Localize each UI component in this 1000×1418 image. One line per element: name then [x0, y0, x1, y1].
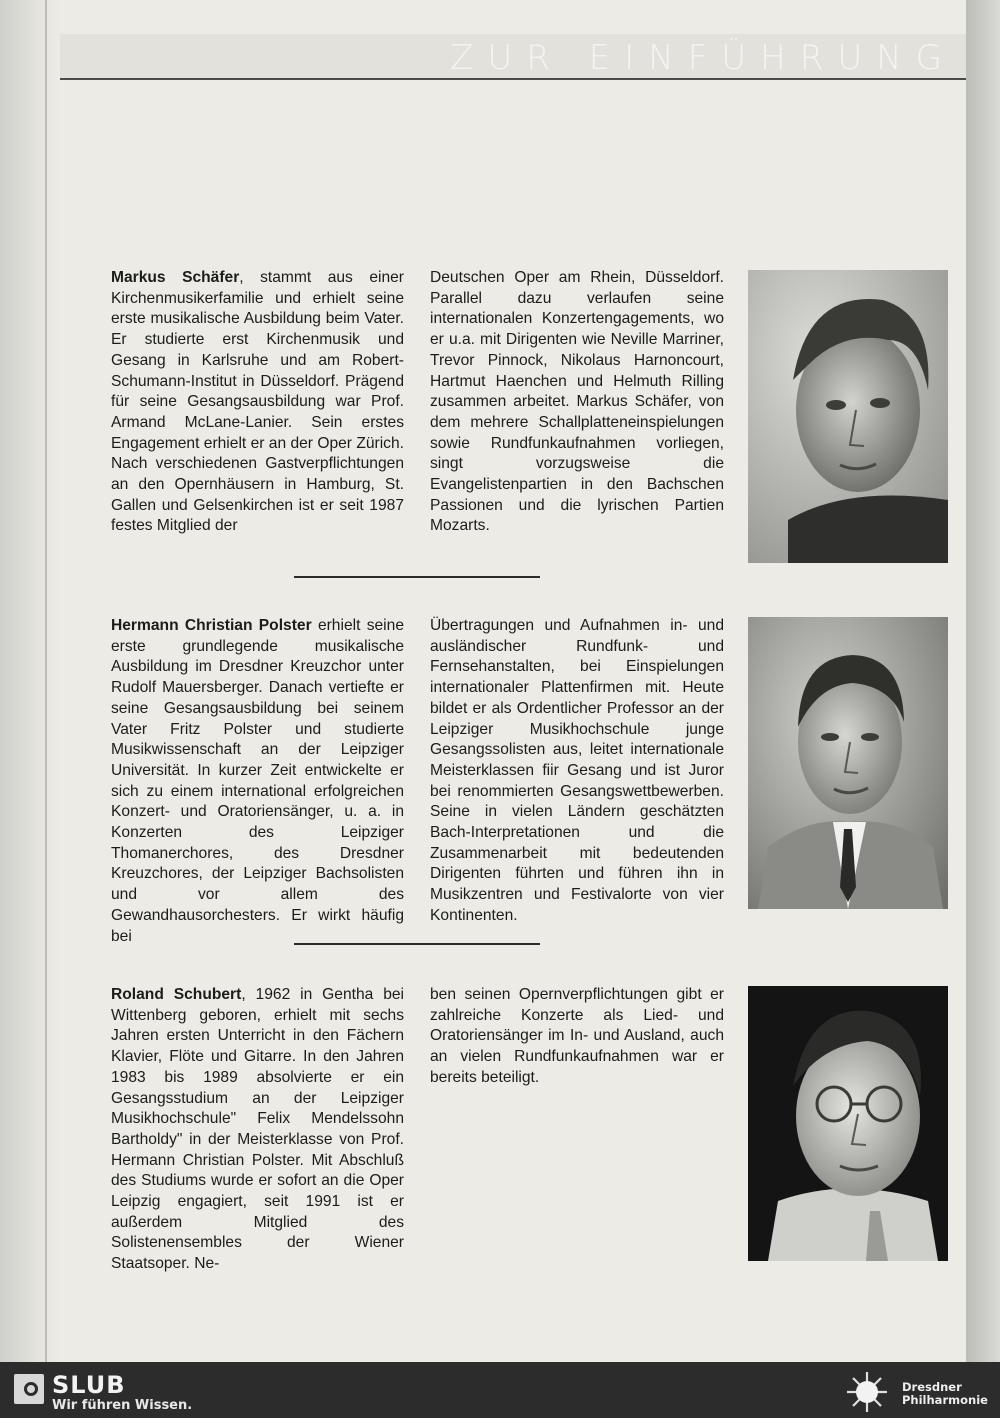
- library-name: SLUB: [52, 1371, 126, 1399]
- slub-logo-icon: [14, 1374, 44, 1404]
- section-divider: [294, 576, 540, 578]
- bio-text: erhielt seine erste grundlegende musikalische Ausbildung im Dresdner Kreuzchor unter Rudolf Mauersberger. Danach vertiefte er seine Gesangsausbildung bei seinem Vater Fritz Polster und studierte Musikwissenschaft an der Leipziger Universität. In kurzer Zeit entwickelte er sich zu einem international erfolgreichen Konzert- und Oratoriensänger, u. a. in Konzerten des Leipziger Thomanerchores, des Dresdner Kreuzchores, der Leipziger Bachsolisten und vor allem des Gewandhausorchesters. Er wirkt häufig bei: [111, 617, 404, 945]
- book-spine: [0, 0, 60, 1362]
- bio-column-left: [111, 985, 404, 1275]
- bio-column-right: Übertragungen und Aufnahmen in- und ausländischer Rundfunk- und Fernsehanstalten, bei Einspielungen internationaler Plattenfirmen mit. Heute bildet er als Ordentlicher Professor an der Leipziger Musikhochschule junge Gesangssolisten aus, leitet internationale Meisterklassen fiir Gesang und ist Juror bei renommierten Gesangswettbewerben. Seine in vielen Ländern geschätzten Bach-Interpretationen und die Zusammenarbeit mit bedeutenden Dirigenten führten und führen ihn in Musikzentren und Festivalorte von vier Kontinenten.: [430, 617, 724, 924]
- portrait-photo: [748, 270, 948, 563]
- bio-column-left: [111, 268, 404, 537]
- orchestra-name: [902, 1381, 988, 1407]
- orchestra-name-line2: Philharmonie: [902, 1393, 988, 1407]
- bio-column-right: Deutschen Oper am Rhein, Düsseldorf. Parallel dazu verlaufen seine internationalen Konzertengagements, wo er u.a. mit Dirigenten wie Neville Marriner, Trevor Pinnock, Nikolaus Harnoncourt, Hartmut Haenchen und Helmuth Rilling zusammen arbeitet. Markus Schäfer, von dem mehrere Schallplatteneinspielungen sowie Rundfunkaufnahmen vorliegen, singt vorzugsweise die Evangelistenpartien in den Bachschen Passionen und die lyrischen Partien Mozarts.: [430, 269, 724, 535]
- library-tagline: Wir führen Wissen.: [52, 1398, 193, 1413]
- header-rule: [60, 78, 966, 80]
- bio-name: Markus Schäfer: [111, 269, 240, 286]
- bio-text: , stammt aus einer Kirchenmusikerfamilie und erhielt seine erste musikalische Ausbildung beim Vater. Er studierte erst Kirchenmusik und Gesang in Karlsruhe und am Robert-Schumann-Institut in Düsseldorf. Prägend für seine Gesangsausbildung war Prof. Armand McLane-Lanier. Sein erstes Engagement erhielt er an der Oper Zürich. Nach verschiedenen Gastverpflichtungen an den Opernhäusern in Hamburg, St. Gallen und Gelsenkirchen ist er seit 1987 festes Mitglied der: [111, 269, 405, 535]
- page-edge: [966, 0, 1000, 1362]
- section-divider: [294, 943, 540, 945]
- bio-name: Roland Schubert: [111, 986, 242, 1003]
- spine-fold: [45, 0, 47, 1362]
- bio-name: Hermann Christian Polster: [111, 617, 312, 634]
- orchestra-name-line1: Dresdner: [902, 1380, 962, 1394]
- header-title: ZUR EINFÜHRUNG: [450, 38, 956, 78]
- bio-text: , 1962 in Gentha bei Wittenberg geboren, erhielt mit sechs Jahren ersten Unterricht in den Fächern Klavier, Flöte und Gitarre. In den Jahren 1983 bis 1989 absolvierte er ein Gesangsstudium an der Leipziger Musikhochschule" Felix Mendelssohn Bartholdy" in der Meisterklasse von Prof. Hermann Christian Polster. Mit Abschluß des Studiums wurde er sofort an die Oper Leipzig engagiert, seit 1991 ist er außerdem Mitglied des Solistenensembles der Wiener Staatsoper. Ne-: [111, 986, 405, 1273]
- portrait-photo: [748, 617, 948, 909]
- portrait-photo: [748, 986, 948, 1261]
- header-band: [60, 34, 966, 78]
- bio-column-right: ben seinen Opernverpflichtungen gibt er zahlreiche Konzerte als Lied- und Oratoriensänger im In- und Ausland, auch an vielen Rundfunkaufnahmen war er bereits beteiligt.: [430, 986, 724, 1086]
- bio-column-left: [111, 616, 404, 947]
- philharmonie-logo-icon: [842, 1369, 892, 1415]
